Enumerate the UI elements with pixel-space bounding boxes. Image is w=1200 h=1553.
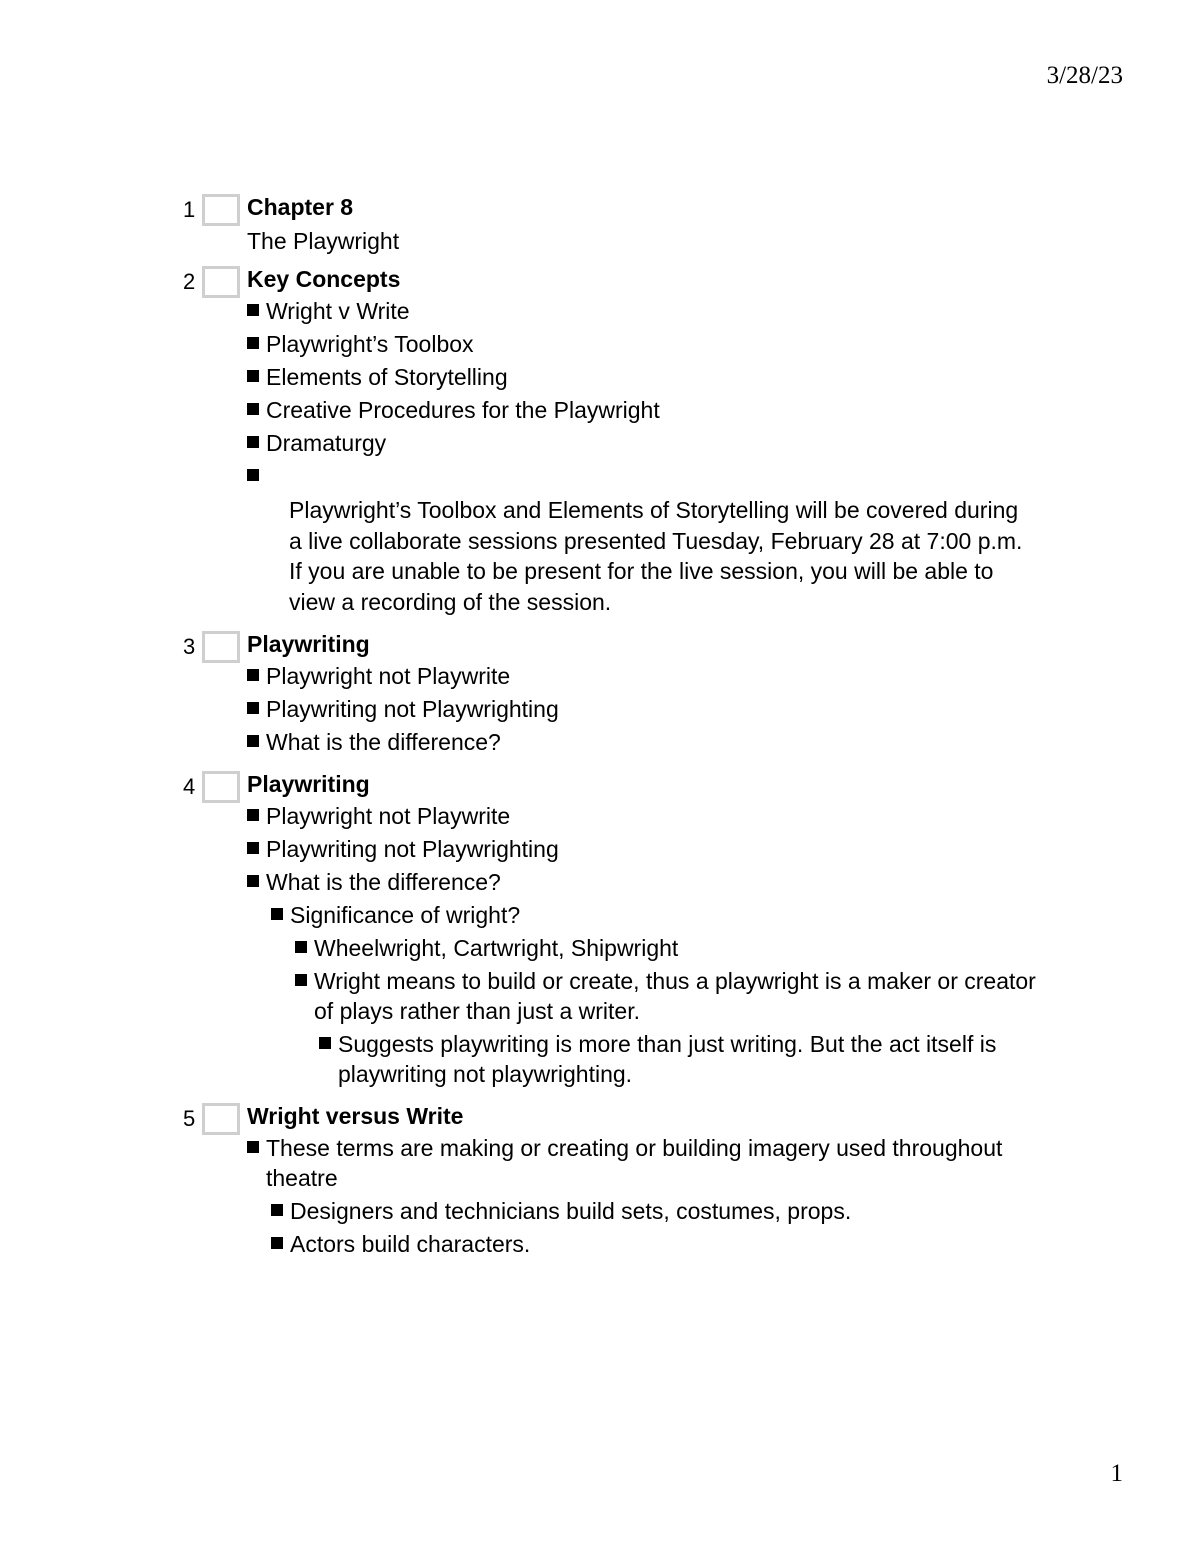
square-bullet-icon bbox=[271, 908, 283, 920]
square-bullet-icon bbox=[247, 875, 259, 887]
bullet-text: Wheelwright, Cartwright, Shipwright bbox=[314, 935, 679, 961]
bullet-text: Wright means to build or create, thus a playwright is a maker or creator of plays rather than just a writer. bbox=[314, 968, 1036, 1024]
square-bullet-icon bbox=[247, 337, 259, 349]
slide-title: Playwriting bbox=[247, 771, 370, 797]
square-bullet-icon bbox=[247, 1141, 259, 1153]
square-bullet-icon bbox=[247, 436, 259, 448]
bullet-list bbox=[247, 296, 1040, 491]
bullet-text: Wright v Write bbox=[266, 298, 410, 324]
bullet-text: What is the difference? bbox=[266, 869, 501, 895]
slide-number: 3 bbox=[183, 634, 196, 659]
bullet-text: Playwright not Playwrite bbox=[266, 663, 511, 689]
bullet-text: Elements of Storytelling bbox=[266, 364, 508, 390]
bullet-text: Significance of wright? bbox=[290, 902, 521, 928]
bullet-item bbox=[247, 661, 1040, 691]
slide-list bbox=[180, 190, 1040, 1262]
slide-note: Playwright’s Toolbox and Elements of Storytelling will be covered during a live collaborate sessions presented Tuesday, February 28 at 7:00 p.m. If you are unable to be present for the live session, you will be able to view a recording of the session. bbox=[289, 497, 1023, 615]
bullet-text: What is the difference? bbox=[266, 729, 501, 755]
bullet-text: Playwriting not Playwrighting bbox=[266, 696, 559, 722]
bullet-text: Dramaturgy bbox=[266, 430, 387, 456]
bullet-item bbox=[247, 461, 1040, 491]
bullet-text: Actors build characters. bbox=[290, 1231, 531, 1257]
bullet-text: Playwriting not Playwrighting bbox=[266, 836, 559, 862]
square-bullet-icon bbox=[247, 842, 259, 854]
square-bullet-icon bbox=[247, 304, 259, 316]
slide-number: 4 bbox=[183, 774, 196, 799]
slide-thumbnail[interactable] bbox=[202, 1103, 240, 1135]
square-bullet-icon bbox=[319, 1037, 331, 1049]
slide-subtitle: The Playwright bbox=[247, 228, 400, 254]
slide-title: Chapter 8 bbox=[247, 194, 354, 220]
bullet-item bbox=[247, 362, 1040, 392]
slide-thumbnail[interactable] bbox=[202, 631, 240, 663]
bullet-item bbox=[271, 1229, 1040, 1259]
bullet-item bbox=[247, 428, 1040, 458]
bullet-item bbox=[247, 1133, 1040, 1193]
square-bullet-icon bbox=[271, 1237, 283, 1249]
slide-title: Wright versus Write bbox=[247, 1103, 464, 1129]
bullet-item bbox=[247, 867, 1040, 897]
slide-number: 2 bbox=[183, 269, 196, 294]
bullet-text: Playwright not Playwrite bbox=[266, 803, 511, 829]
slide-item[interactable] bbox=[180, 1099, 1040, 1259]
square-bullet-icon bbox=[247, 370, 259, 382]
bullet-list bbox=[247, 1133, 1040, 1259]
slide-item[interactable] bbox=[180, 190, 1040, 258]
bullet-item bbox=[247, 801, 1040, 831]
square-bullet-icon bbox=[295, 941, 307, 953]
square-bullet-icon bbox=[295, 974, 307, 986]
bullet-item bbox=[247, 727, 1040, 757]
square-bullet-icon bbox=[247, 809, 259, 821]
slide-thumbnail[interactable] bbox=[202, 194, 240, 226]
slide-thumbnail[interactable] bbox=[202, 771, 240, 803]
bullet-item bbox=[247, 694, 1040, 724]
square-bullet-icon bbox=[247, 469, 259, 481]
slide-title: Playwriting bbox=[247, 631, 370, 657]
bullet-text: Designers and technicians build sets, costumes, props. bbox=[290, 1198, 852, 1224]
bullet-item bbox=[271, 900, 1040, 930]
bullet-item bbox=[319, 1029, 1040, 1089]
slide-item[interactable] bbox=[180, 767, 1040, 1089]
bullet-item bbox=[247, 834, 1040, 864]
bullet-text: These terms are making or creating or building imagery used throughout theatre bbox=[266, 1135, 1003, 1191]
square-bullet-icon bbox=[247, 702, 259, 714]
square-bullet-icon bbox=[271, 1204, 283, 1216]
bullet-item bbox=[295, 933, 1040, 963]
bullet-text: Creative Procedures for the Playwright bbox=[266, 397, 660, 423]
bullet-list bbox=[247, 661, 1040, 757]
square-bullet-icon bbox=[247, 735, 259, 747]
bullet-text: Suggests playwriting is more than just writing. But the act itself is playwriting not playwrighting. bbox=[338, 1031, 997, 1087]
page-number: 1 bbox=[1110, 1460, 1123, 1487]
bullet-text: Playwright’s Toolbox bbox=[266, 331, 474, 357]
slide-thumbnail[interactable] bbox=[202, 266, 240, 298]
bullet-item bbox=[247, 395, 1040, 425]
square-bullet-icon bbox=[247, 403, 259, 415]
square-bullet-icon bbox=[247, 669, 259, 681]
bullet-item bbox=[247, 296, 1040, 326]
bullet-list bbox=[247, 801, 1040, 1089]
slide-title: Key Concepts bbox=[247, 266, 401, 292]
slide-number: 1 bbox=[183, 197, 196, 222]
slide-number: 5 bbox=[183, 1106, 196, 1131]
page-date: 3/28/23 bbox=[1046, 62, 1123, 89]
slide-item[interactable] bbox=[180, 262, 1040, 617]
slide-item[interactable] bbox=[180, 627, 1040, 757]
bullet-item bbox=[247, 329, 1040, 359]
bullet-item bbox=[271, 1196, 1040, 1226]
bullet-item bbox=[295, 966, 1040, 1026]
